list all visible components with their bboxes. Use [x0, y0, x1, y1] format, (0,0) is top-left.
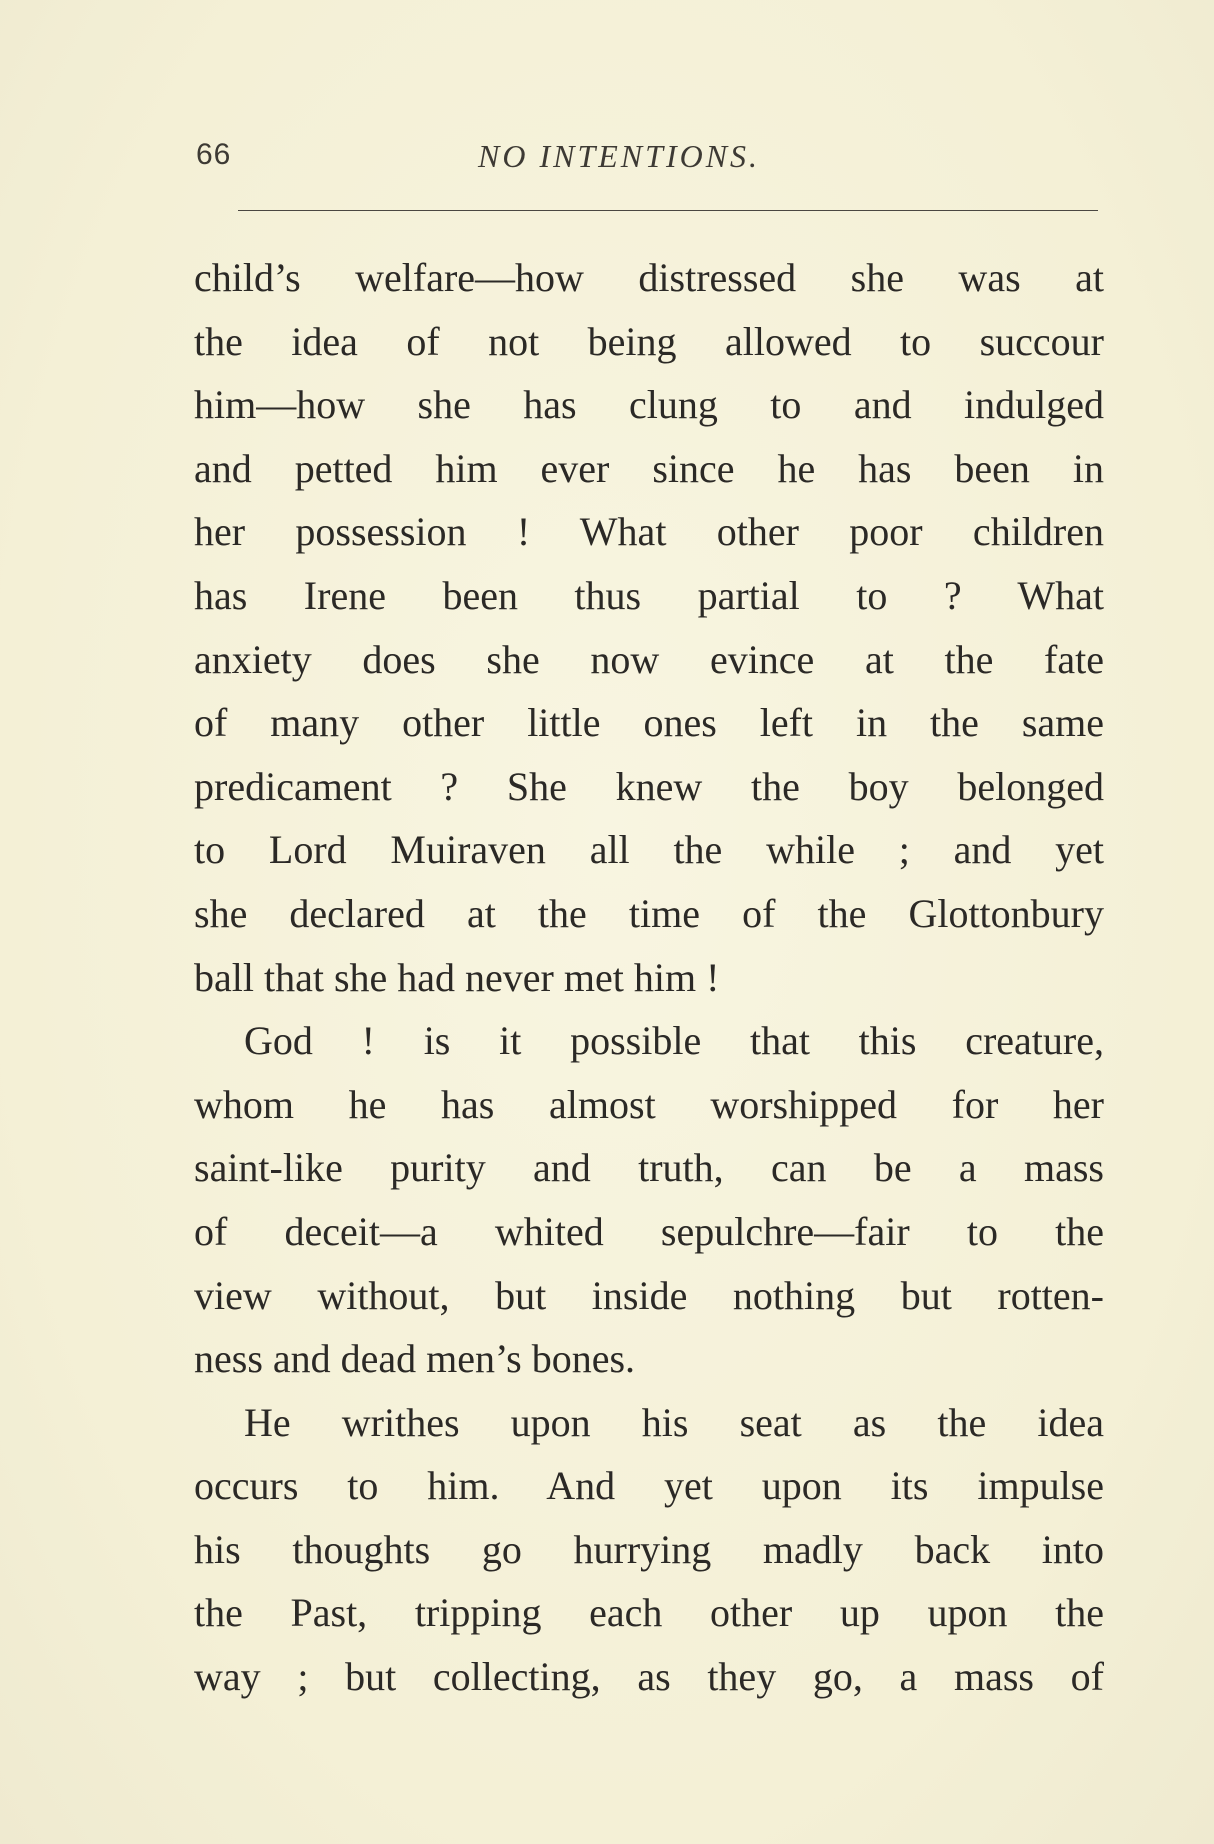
text-line: view without, but inside nothing but rotten-: [194, 1272, 1104, 1318]
text-line: of many other little ones left in the same: [194, 700, 1104, 746]
text-line: anxiety does she now evince at the fate: [194, 636, 1104, 682]
running-title: NO INTENTIONS.: [478, 138, 761, 174]
text-line: He writhes upon his seat as the idea: [244, 1399, 1104, 1445]
text-line: to Lord Muiraven all the while ; and yet: [194, 827, 1104, 873]
text-line: child’s welfare—how distressed she was at: [194, 255, 1104, 300]
text-line: predicament ? She knew the boy belonged: [194, 763, 1104, 809]
page-number: 66: [196, 138, 232, 171]
text-line: his thoughts go hurrying madly back into: [194, 1526, 1104, 1572]
text-line: him—how she has clung to and indulged: [194, 382, 1104, 428]
text-line: the Past, tripping each other up upon the: [194, 1590, 1104, 1636]
text-line: way ; but collecting, as they go, a mass of: [194, 1654, 1104, 1700]
text-line: ness and dead men’s bones.: [194, 1336, 636, 1382]
text-line: whom he has almost worshipped for her: [194, 1081, 1104, 1127]
page-header: [196, 138, 1096, 178]
text-line: occurs to him. And yet upon its impulse: [194, 1463, 1104, 1509]
text-line: she declared at the time of the Glottonbury: [194, 890, 1104, 936]
text-line: God ! is it possible that this creature,: [244, 1018, 1104, 1064]
text-line: her possession ! What other poor children: [194, 509, 1104, 555]
text-line: has Irene been thus partial to ? What: [194, 572, 1104, 618]
text-line: of deceit—a whited sepulchre—fair to the: [194, 1208, 1104, 1254]
text-line: the idea of not being allowed to succour: [194, 318, 1104, 364]
body-text: [194, 246, 1104, 1709]
text-line: ball that she had never met him !: [194, 954, 720, 1000]
header-rule: [238, 210, 1098, 211]
text-line: and petted him ever since he has been in: [194, 445, 1104, 491]
text-line: saint-like purity and truth, can be a mass: [194, 1145, 1104, 1191]
